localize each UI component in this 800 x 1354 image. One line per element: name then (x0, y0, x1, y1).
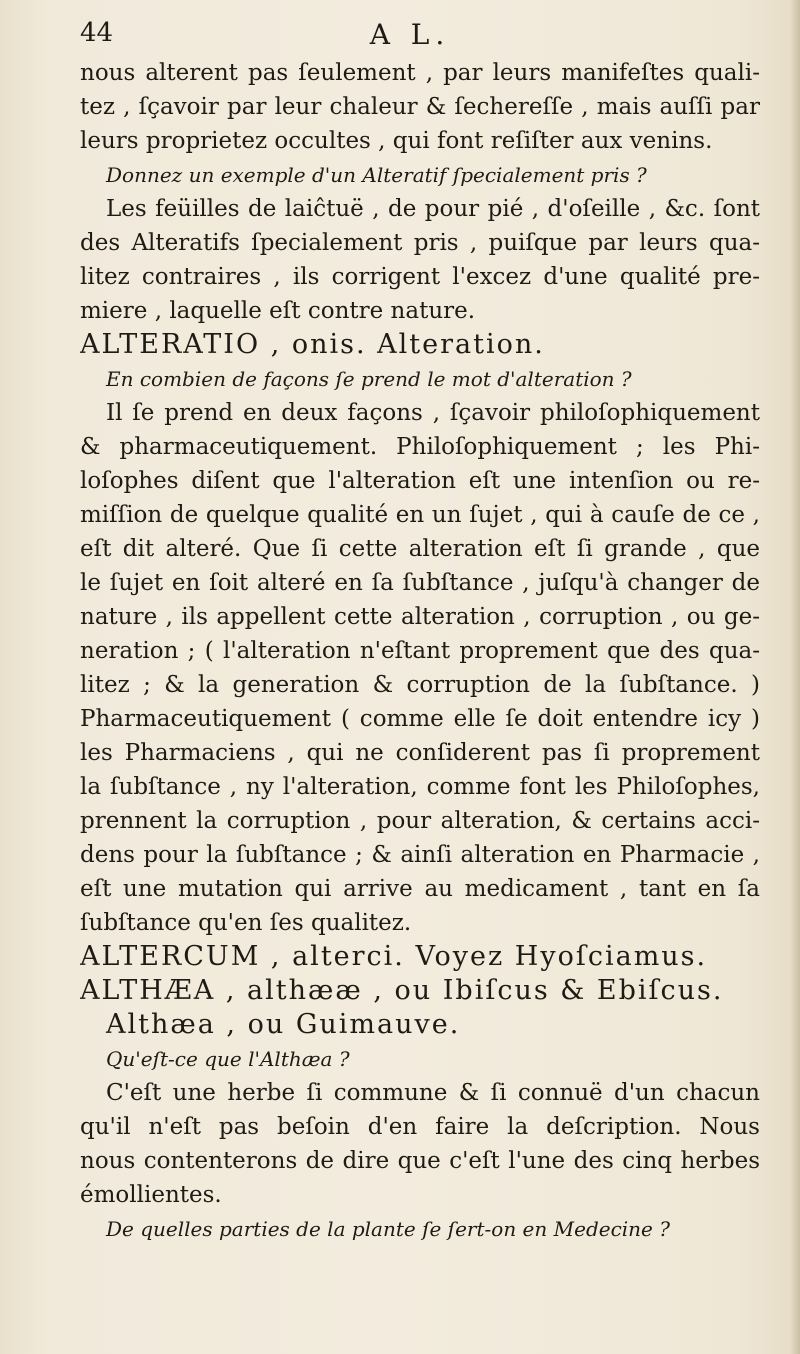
text-line: leurs proprietez occultes , qui font reſiſter aux venins. (80, 128, 713, 154)
text-line: Il ſe prend en deux façons , ſçavoir philoſophiquement (106, 400, 760, 426)
page-header (80, 18, 740, 58)
text-line: les Pharmaciens , qui ne conſiderent pas ſi proprement (80, 740, 760, 766)
text-line: Les feüilles de laiĉtuë , de pour pié , d'oſeille , &c. ſont (106, 196, 760, 222)
text-line: litez ; & la generation & corruption de la ſubſtance. ) (80, 672, 760, 698)
text-line: C'eſt une herbe ſi commune & ſi connuë d'un chacun (106, 1080, 760, 1106)
running-head: A L. (369, 18, 451, 51)
text-line: prennent la corruption , pour alteration, & certains acci- (80, 808, 760, 834)
text-line: litez contraires , ils corrigent l'excez d'une qualité pre- (80, 264, 760, 290)
page-edge-shadow (790, 0, 800, 1354)
entry-heading-althaea: ALTHÆA , althææ , ou Ibiſcus & Ebiſcus. (80, 975, 724, 1006)
question-line: Qu'eſt-ce que l'Althæa ? (106, 1047, 350, 1071)
text-line: eſt dit alteré. Que ſi cette alteration eſt ſi grande , que (80, 536, 760, 562)
entry-heading-alteratio: ALTERATIO , onis. Alteration. (80, 329, 545, 360)
body-text (80, 56, 760, 1246)
text-line: miſſion de quelque qualité en un ſujet , qui à cauſe de ce , (80, 502, 760, 528)
page-number: 44 (80, 18, 114, 48)
text-line: ſubſtance qu'en ſes qualitez. (80, 910, 412, 936)
text-line: & pharmaceutiquement. Philoſophiquement ; les Phi- (80, 434, 760, 460)
question-line: En combien de façons ſe prend le mot d'alteration ? (106, 367, 632, 391)
question-line: De quelles parties de la plante ſe ſert-on en Medecine ? (106, 1217, 670, 1241)
text-line: eſt une mutation qui arrive au medicament , tant en ſa (80, 876, 760, 902)
text-line: tez , ſçavoir par leur chaleur & ſechereſſe , mais auſſi par (80, 94, 760, 120)
text-line: émollientes. (80, 1182, 222, 1208)
text-line: nous alterent pas ſeulement , par leurs manifeſtes quali- (80, 60, 760, 86)
entry-heading-altercum: ALTERCUM , alterci. Voyez Hyoſciamus. (80, 941, 708, 972)
text-line: nous contenterons de dire que c'eſt l'une des cinq herbes (80, 1148, 760, 1174)
text-line: le ſujet en ſoit alteré en ſa ſubſtance , juſqu'à changer de (80, 570, 760, 596)
text-line: qu'il n'eſt pas beſoin d'en faire la deſcription. Nous (80, 1114, 760, 1140)
text-line: neration ; ( l'alteration n'eſtant proprement que des qua- (80, 638, 760, 664)
question-line: Donnez un exemple d'un Alteratif ſpecialement pris ? (106, 163, 647, 187)
text-line: loſophes diſent que l'alteration eſt une intenſion ou re- (80, 468, 760, 494)
text-line: des Alteratifs ſpecialement pris , puiſque par leurs qua- (80, 230, 760, 256)
text-line: Pharmaceutiquement ( comme elle ſe doit entendre icy ) (80, 706, 760, 732)
entry-subheading-guimauve: Althæa , ou Guimauve. (106, 1009, 461, 1040)
text-line: miere , laquelle eſt contre nature. (80, 298, 476, 324)
text-line: la ſubſtance , ny l'alteration, comme font les Philoſophes, (80, 774, 760, 800)
text-line: nature , ils appellent cette alteration , corruption , ou ge- (80, 604, 760, 630)
text-line: dens pour la ſubſtance ; & ainſi alteration en Pharmacie , (80, 842, 760, 868)
